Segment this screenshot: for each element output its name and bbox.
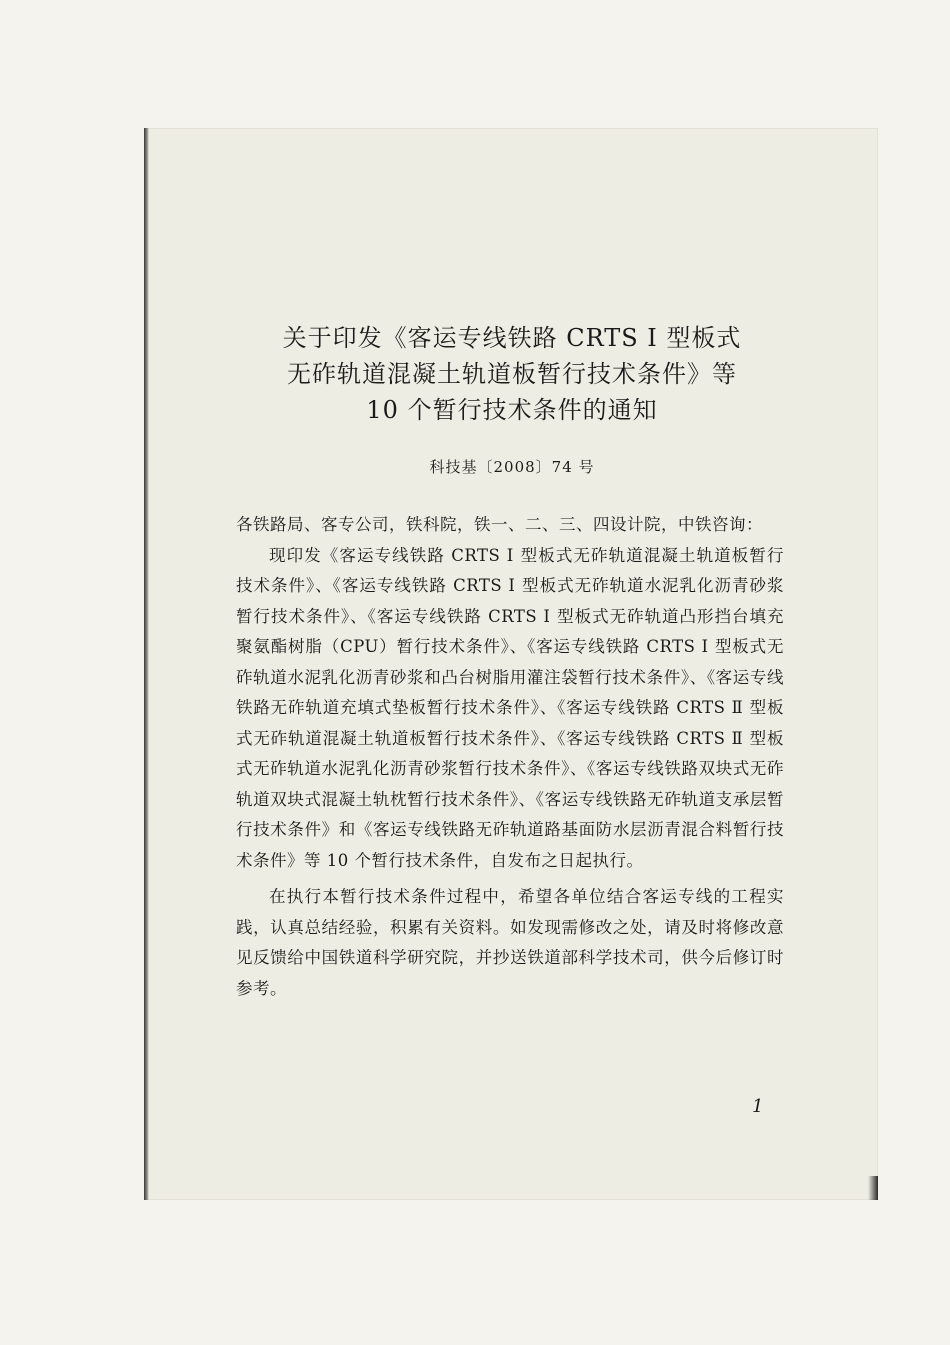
document-title <box>146 320 878 428</box>
document-number: 科技基〔2008〕74 号 <box>429 458 595 476</box>
document-body <box>236 510 784 1004</box>
title-line-3: 10 个暂行技术条件的通知 <box>366 396 658 424</box>
salutation: 各铁路局、客专公司，铁科院，铁一、二、三、四设计院，中铁咨询： <box>236 515 763 534</box>
title-line-2: 无砟轨道混凝土轨道板暂行技术条件》等 <box>287 360 737 388</box>
title-line-1: 关于印发《客运专线铁路 CRTS Ⅰ 型板式 <box>282 324 742 352</box>
corner-shadow <box>868 1176 878 1200</box>
paragraph-1: 现印发《客运专线铁路 CRTS Ⅰ 型板式无砟轨道混凝土轨道板暂行技术条件》、《客运专线铁路 CRTS Ⅰ 型板式无砟轨道水泥乳化沥青砂浆暂行技术条件》、《客运专线铁路 CRTS Ⅰ 型板式无砟轨道凸形挡台填充聚氨酯树脂（CPU）暂行技术条件》、《客运专线铁路 CRTS Ⅰ 型板式无砟轨道水泥乳化沥青砂浆和凸台树脂用灌注袋暂行技术条件》、《客运专线铁路无砟轨道充填式垫板暂行技术条件》、《客运专线铁路 CRTS Ⅱ 型板式无砟轨道混凝土轨道板暂行技术条件》、《客运专线铁路 CRTS Ⅱ 型板式无砟轨道水泥乳化沥青砂浆暂行技术条件》、《客运专线铁路双块式无砟轨道双块式混凝土轨枕暂行技术条件》、《客运专线铁路无砟轨道支承层暂行技术条件》和《客运专线铁路无砟轨道路基面防水层沥青混合料暂行技术条件》等 10 个暂行技术条件，自发布之日起执行。 <box>236 545 784 870</box>
page-number: 1 <box>752 1096 764 1117</box>
paragraph-2: 在执行本暂行技术条件过程中，希望各单位结合客运专线的工程实践，认真总结经验，积累有关资料。如发现需修改之处，请及时将修改意见反馈给中国铁道科学研究院，并抄送铁道部科学技术司，供今后修订时参考。 <box>236 887 784 998</box>
binding-edge-shadow <box>144 128 149 1200</box>
